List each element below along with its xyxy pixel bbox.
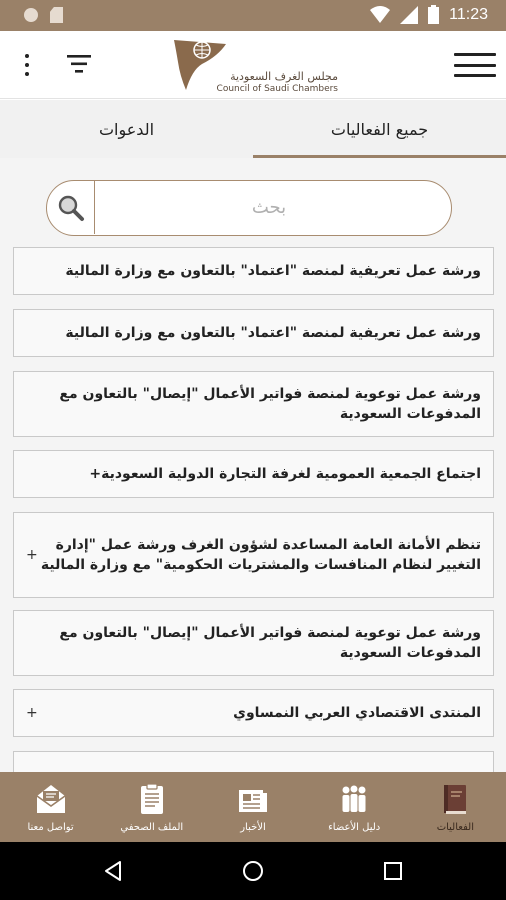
system-navigation-bar (0, 842, 506, 900)
status-time: 11:23 (449, 5, 488, 23)
clipboard-icon (135, 782, 169, 816)
event-title: المنتدى الاقتصادي العربي النمساوي (233, 705, 481, 721)
sd-card-icon (50, 7, 63, 23)
event-title: ورشة عمل تعريفية لمنصة "اعتماد" بالتعاون مع وزارة المالية (65, 263, 481, 279)
search-input[interactable] (99, 181, 439, 234)
notification-dot-icon (24, 8, 38, 22)
tab-invitations[interactable]: الدعوات (98, 119, 155, 139)
overflow-menu-button[interactable] (18, 51, 36, 79)
event-item[interactable] (13, 450, 494, 498)
tab-bar (0, 100, 506, 158)
search-button[interactable] (47, 181, 95, 234)
book-icon (438, 782, 472, 816)
expand-plus-icon: + (26, 705, 38, 721)
event-title: اجتماع الجمعية العمومية لغرفة التجارة الدولية السعودية+ (89, 466, 481, 482)
dot-icon (25, 72, 29, 76)
expand-plus-icon: + (26, 547, 38, 563)
tab-all-events[interactable]: جميع الفعاليات (330, 119, 429, 139)
bottom-nav (0, 772, 506, 842)
dot-icon (25, 54, 29, 58)
logo-text-arabic: مجلس الغرف السعودية (230, 70, 338, 83)
event-title: ورشة عمل توعوية لمنصة فواتير الأعمال "إيصال" بالتعاون مع المدفوعات السعودية (59, 625, 481, 661)
event-item[interactable] (13, 371, 494, 437)
event-item[interactable] (13, 751, 494, 772)
nav-members-directory[interactable] (304, 772, 405, 842)
members-icon (337, 782, 371, 816)
menu-line (454, 53, 496, 56)
nav-press-kit[interactable] (101, 772, 202, 842)
nav-label: تواصل معنا (27, 822, 74, 833)
filter-icon[interactable] (66, 53, 92, 75)
dot-icon (25, 63, 29, 67)
logo (168, 34, 342, 96)
search-icon (57, 194, 85, 222)
event-title: تنظم الأمانة العامة المساعدة لشؤون الغرف ورشة عمل "إدارة التغيير لنظام المنافسات والمشتريات الحكومية" مع وزارة المالية (40, 537, 481, 573)
events-list[interactable] (0, 158, 506, 772)
nav-news[interactable] (202, 772, 303, 842)
nav-label: الأخبار (240, 822, 266, 833)
signal-icon (400, 6, 418, 24)
nav-contact-us[interactable] (0, 772, 101, 842)
event-item[interactable] (13, 689, 494, 737)
nav-label: الفعاليات (436, 822, 474, 833)
event-item[interactable] (13, 610, 494, 676)
menu-line (454, 74, 496, 77)
hamburger-menu-button[interactable] (454, 51, 496, 79)
battery-icon (428, 5, 439, 24)
wifi-icon (370, 6, 390, 24)
event-item[interactable] (13, 512, 494, 598)
back-icon[interactable] (101, 859, 125, 883)
newspaper-icon (236, 782, 270, 816)
event-title: ورشة عمل تعريفية لمنصة "اعتماد" بالتعاون مع وزارة المالية (65, 325, 481, 341)
event-title: ورشة عمل توعوية لمنصة فواتير الأعمال "إيصال" بالتعاون مع المدفوعات السعودية (59, 386, 481, 422)
nav-label: دليل الأعضاء (328, 822, 381, 833)
nav-events[interactable] (405, 772, 506, 842)
event-item[interactable] (13, 309, 494, 357)
recent-apps-icon[interactable] (381, 859, 405, 883)
home-icon[interactable] (241, 859, 265, 883)
envelope-icon (34, 782, 68, 816)
event-item[interactable] (13, 247, 494, 295)
search-box (46, 180, 452, 236)
status-bar (0, 0, 506, 31)
logo-text-english: Council of Saudi Chambers (216, 84, 338, 94)
nav-label: الملف الصحفي (120, 822, 184, 833)
menu-line (454, 64, 496, 67)
app-bar (0, 31, 506, 99)
